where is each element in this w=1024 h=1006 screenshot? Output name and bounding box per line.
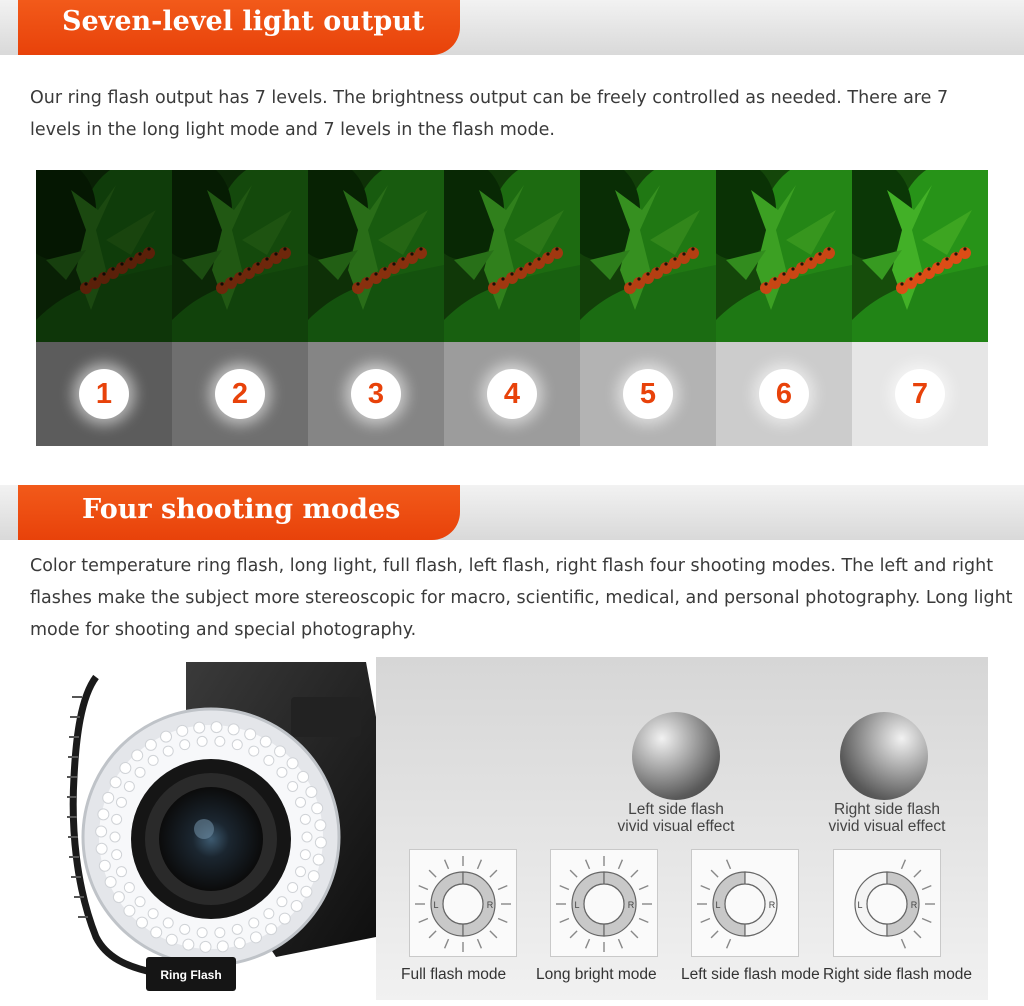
led (250, 932, 261, 943)
level-number: 4 (503, 377, 521, 410)
led (112, 850, 122, 860)
led (266, 924, 277, 935)
led (313, 854, 324, 865)
long-bright-mode-label: Long bright mode (536, 966, 657, 983)
level-panel (308, 342, 444, 446)
svg-text:R: R (627, 900, 635, 910)
section-title-tab (18, 485, 460, 540)
led (103, 792, 114, 803)
light-output-description: Our ring flash output has 7 levels. The brightness output can be freely controlled as needed. There are 7 levels in the long light mode and 7 levels in the flash mode. (30, 88, 949, 140)
led (163, 746, 173, 756)
led (124, 781, 134, 791)
led (124, 883, 134, 893)
level-badge (215, 369, 265, 419)
led (211, 722, 222, 733)
led (116, 867, 126, 877)
led (110, 777, 121, 788)
caption-line: vivid visual effect (828, 818, 946, 835)
led (180, 740, 190, 750)
led (98, 809, 109, 820)
caterpillar-photo (716, 170, 852, 342)
right-flash-sphere (840, 712, 928, 800)
led (163, 918, 173, 928)
ring-diagram-icon (692, 850, 798, 956)
led (194, 722, 205, 733)
led (135, 897, 145, 907)
led (306, 787, 317, 798)
caption-line: vivid visual effect (617, 818, 735, 835)
svg-text:R: R (486, 900, 494, 910)
level-number: 3 (367, 377, 385, 410)
light-level-5 (580, 170, 716, 446)
svg-text:L: L (715, 900, 721, 910)
long-bright-mode-diagram (550, 849, 658, 957)
led (315, 820, 326, 831)
led (232, 924, 242, 934)
level-badge (895, 369, 945, 419)
ring-flash-label: Ring Flash (160, 968, 222, 982)
led (300, 850, 310, 860)
level-panel (580, 342, 716, 446)
led (275, 746, 286, 757)
level-badge (351, 369, 401, 419)
led (183, 939, 194, 950)
led (116, 797, 126, 807)
led (105, 876, 116, 887)
level-panel (444, 342, 580, 446)
led (215, 928, 225, 938)
led (264, 909, 274, 919)
ring-diagram-icon (551, 850, 657, 956)
led (232, 740, 242, 750)
shooting-modes-description: Color temperature ring flash, long light, full flash, left flash, right flash four shooting modes. The left and right flashes make the subject more stereoscopic for macro, scientific, medical, and personal photography. Long light mode for shooting and special photography. (30, 556, 1013, 640)
led (145, 739, 156, 750)
led (151, 927, 162, 938)
level-badge (759, 369, 809, 419)
left-flash-caption (581, 801, 771, 835)
caterpillar-photo (308, 170, 444, 342)
light-level-strip (36, 170, 984, 446)
led (234, 938, 245, 949)
level-number: 2 (231, 377, 249, 410)
light-level-1 (36, 170, 172, 446)
full-flash-mode-diagram (409, 849, 517, 957)
caterpillar-photo (36, 170, 172, 342)
section-title: Seven-level light output (62, 6, 425, 37)
caterpillar-photo (580, 170, 716, 342)
svg-text:R: R (768, 900, 776, 910)
caterpillar-photo (444, 170, 580, 342)
led (180, 924, 190, 934)
led (308, 871, 319, 882)
svg-text:L: L (433, 900, 439, 910)
led (277, 897, 287, 907)
led (112, 814, 122, 824)
led (161, 731, 172, 742)
led (249, 746, 259, 756)
led (135, 767, 145, 777)
led (148, 755, 158, 765)
shooting-modes-illustration (36, 657, 988, 1000)
light-level-6 (716, 170, 852, 446)
led (277, 767, 287, 777)
left-side-flash-mode-diagram (691, 849, 799, 957)
svg-text:L: L (857, 900, 863, 910)
led (166, 934, 177, 945)
led (99, 860, 110, 871)
led (120, 762, 131, 773)
level-panel (716, 342, 852, 446)
led (197, 736, 207, 746)
led (110, 832, 120, 842)
level-number: 1 (95, 377, 113, 410)
right-side-flash-mode-label: Right side flash mode (823, 966, 973, 983)
level-panel (36, 342, 172, 446)
led (197, 928, 207, 938)
led (296, 797, 306, 807)
caterpillar-photo (172, 170, 308, 342)
svg-text:L: L (574, 900, 580, 910)
caterpillar-photo (852, 170, 988, 342)
section-title: Four shooting modes (82, 494, 401, 525)
led (298, 771, 309, 782)
caption-line: Left side flash (628, 801, 724, 818)
level-number: 6 (775, 377, 793, 410)
led (96, 843, 107, 854)
level-number: 7 (911, 377, 929, 410)
light-level-4 (444, 170, 580, 446)
section-banner-shooting-modes (0, 485, 1024, 540)
left-side-flash-mode-label: Left side flash mode (681, 966, 820, 983)
level-panel (172, 342, 308, 446)
level-badge (623, 369, 673, 419)
section-banner-light-output (0, 0, 1024, 55)
level-badge (79, 369, 129, 419)
caption-line: Right side flash (834, 801, 940, 818)
led (287, 758, 298, 769)
ring-diagram-icon (834, 850, 940, 956)
led (96, 826, 107, 837)
led (279, 913, 290, 924)
led (124, 905, 135, 916)
right-side-flash-mode-diagram (833, 849, 941, 957)
led (312, 803, 323, 814)
level-badge (487, 369, 537, 419)
full-flash-mode-label: Full flash mode (401, 966, 507, 983)
led (288, 781, 298, 791)
left-flash-sphere (632, 712, 720, 800)
led (245, 729, 256, 740)
led (200, 941, 211, 952)
led (260, 736, 271, 747)
led (132, 750, 143, 761)
light-level-2 (172, 170, 308, 446)
led (249, 918, 259, 928)
light-level-7 (852, 170, 988, 446)
ring-flash-camera-photo (36, 657, 376, 1000)
led (215, 736, 225, 746)
led (315, 837, 326, 848)
led (113, 892, 124, 903)
led (301, 886, 312, 897)
light-level-3 (308, 170, 444, 446)
led (296, 867, 306, 877)
led (228, 724, 239, 735)
right-flash-caption (792, 801, 982, 835)
led (217, 941, 228, 952)
svg-text:R: R (910, 900, 918, 910)
level-panel (852, 342, 988, 446)
led (288, 883, 298, 893)
led (136, 917, 147, 928)
led (264, 755, 274, 765)
led (177, 725, 188, 736)
led (302, 832, 312, 842)
led (148, 909, 158, 919)
level-number: 5 (639, 377, 657, 410)
led (300, 814, 310, 824)
led (291, 901, 302, 912)
ring-diagram-icon (410, 850, 516, 956)
section-title-tab (18, 0, 460, 55)
